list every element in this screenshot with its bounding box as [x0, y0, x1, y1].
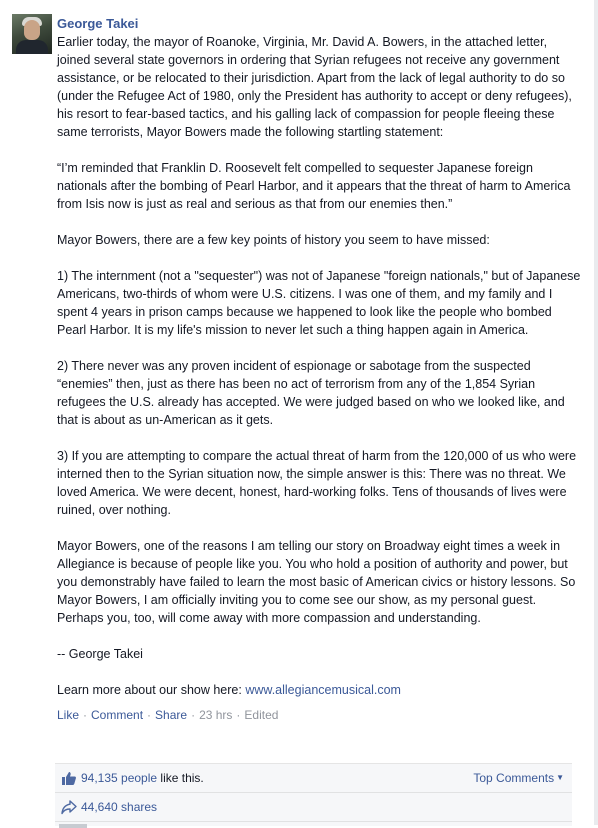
post-actions [57, 707, 582, 723]
post-paragraph-5: 2) There never was any proven incident of espionage or sabotage from the suspected “enemies” then, just as there has been no act of terrorism from any of the 1,854 Syrian refugees the U.S. already has accepted. We were judged based on who we looked like, and that is about as un-American as it gets. [57, 359, 565, 427]
learn-more-prefix: Learn more about our show here: [57, 683, 246, 697]
caret-down-icon: ▼ [556, 773, 564, 782]
shares-count-link[interactable]: 44,640 shares [81, 800, 158, 814]
post-signature: -- George Takei [57, 647, 143, 661]
learn-more-line [57, 681, 582, 699]
separator: · [191, 708, 196, 722]
post-paragraph-2: “I’m reminded that Franklin D. Roosevelt felt compelled to sequester Japanese foreign nationals after the bombing of Pearl Harbor, and it appears that the threat of harm to America from Isis now is just as real and serious as that from our enemies then.” [57, 161, 571, 211]
shares-row [55, 792, 572, 821]
edited-label[interactable]: Edited [244, 708, 279, 722]
timestamp[interactable]: 23 hrs [199, 708, 233, 722]
separator: · [147, 708, 152, 722]
like-thumb-icon [61, 770, 77, 786]
author-avatar[interactable] [12, 14, 52, 54]
feedback-box [55, 763, 572, 826]
likes-count-link[interactable]: 94,135 people [81, 771, 158, 785]
post-paragraph-3: Mayor Bowers, there are a few key points of history you seem to have missed: [57, 233, 490, 247]
likes-row [55, 764, 572, 792]
top-comments-label: Top Comments [473, 771, 555, 785]
likes-suffix: like this. [157, 771, 204, 785]
allegiance-link[interactable]: www.allegiancemusical.com [245, 683, 401, 697]
comment-link[interactable]: Comment [91, 708, 144, 722]
post-paragraph-4: 1) The internment (not a "sequester") was not of Japanese "foreign nationals," but of Japanese Americans, two-thirds of whom were U.S. citizens. I was one of them, and my family and I spent 4 years in prison camps because we happened to look like the people who bombed Pearl Harbor. It is my life's mission to never let such a thing happen again in America. [57, 269, 581, 337]
post-paragraph-1: Earlier today, the mayor of Roanoke, Virginia, Mr. David A. Bowers, in the attached letter, joined several state governors in ordering that Syrian refugees not receive any government assistance, or be relocated to their jurisdiction. Apart from the lack of legal authority to do so (under the Refugee Act of 1980, only the President has authority to accept or deny refugees), his resort to fear-based tactics, and his galling lack of compassion for people fleeing these same terrorists, Mayor Bowers made the following startling statement: [57, 35, 572, 139]
post-paragraph-7: Mayor Bowers, one of the reasons I am telling our story on Broadway eight times a week in Allegiance is because of people like you. You who hold a position of authority and power, but you demonstrably have failed to learn the most basic of American civics or history lessons. So Mayor Bowers, I am officially inviting you to come see our show, as my personal guest. Perhaps you, too, will come away with more compassion and understanding. [57, 539, 576, 625]
avatar-face [24, 20, 40, 40]
likes-summary [81, 764, 204, 792]
window-edge [594, 0, 598, 825]
share-link[interactable]: Share [155, 708, 188, 722]
top-comments-dropdown[interactable] [473, 764, 564, 792]
separator: · [83, 708, 88, 722]
post-content [57, 15, 582, 723]
separator: · [236, 708, 241, 722]
like-link[interactable]: Like [57, 708, 80, 722]
author-name[interactable]: George Takei [57, 16, 139, 31]
share-arrow-icon [61, 799, 77, 815]
post-paragraph-6: 3) If you are attempting to compare the actual threat of harm from the 120,000 of us who were interned then to the Syrian situation now, the simple answer is this: There was no threat. We loved America. We were decent, honest, hard-working folks. Tens of thousands of lives were ruined, over nothing. [57, 449, 577, 517]
comments-row-partial [55, 821, 572, 827]
avatar-body [16, 40, 48, 54]
